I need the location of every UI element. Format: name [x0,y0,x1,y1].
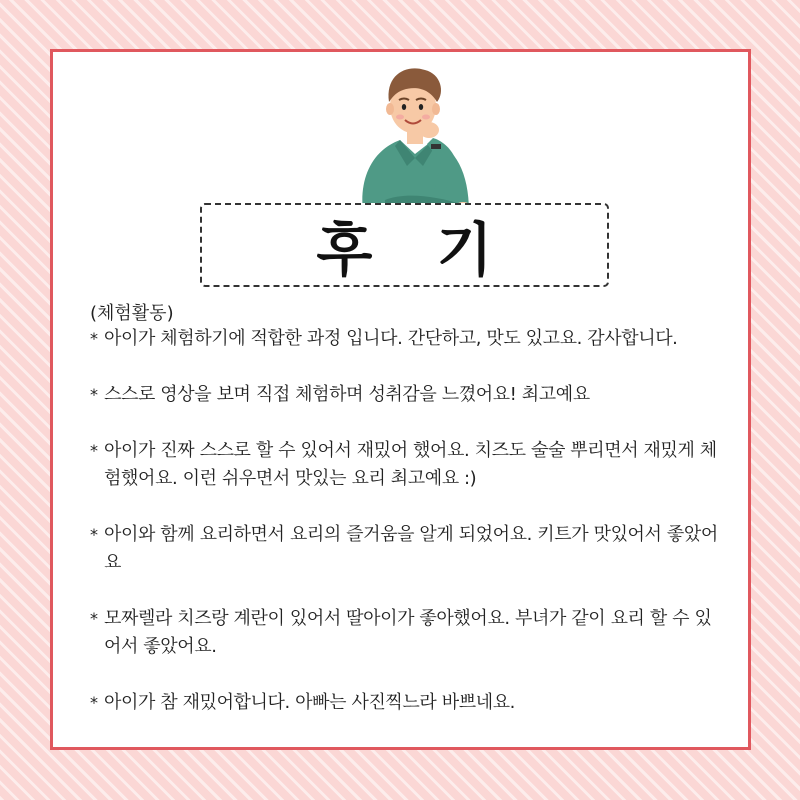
review-text: 아이가 참 재밌어합니다. 아빠는 사진찍느라 바쁘네요. [104,692,515,713]
review-text: 아이가 진짜 스스로 할 수 있어서 재밌어 했어요. 치즈도 술술 뿌리면서 재밌게 체험했어요. 이런 쉬우면서 맛있는 요리 최고예요 :) [104,440,717,489]
review-text: 아이와 함께 요리하면서 요리의 즐거움을 알게 되었어요. 키트가 맛있어서 좋았어요 [104,524,718,573]
list-item [90,437,720,493]
section-heading: (체험활동) [90,303,174,324]
bullet: * [90,329,98,348]
review-text: 아이가 체험하기에 적합한 과정 입니다. 간단하고, 맛도 있고요. 감사합니다. [104,328,678,349]
review-text: 스스로 영상을 보며 직접 체험하며 성취감을 느꼈어요! 최고예요 [104,384,590,405]
review-text: 모짜렐라 치즈랑 계란이 있어서 딸아이가 좋아했어요. 부녀가 같이 요리 할 수 있어서 좋았어요. [104,608,712,657]
bullet: * [90,609,98,628]
list-item [90,689,720,717]
review-card [50,49,751,750]
title-box [200,203,609,287]
bullet: * [90,693,98,712]
list-item [90,325,720,353]
list-item [90,381,720,409]
bullet: * [90,525,98,544]
man-leaning-on-hand-illustration [355,62,475,217]
bullet: * [90,441,98,460]
list-item [90,521,720,577]
list-item [90,605,720,661]
review-list [90,325,720,745]
page-title: 후 기 [316,216,515,284]
bullet: * [90,385,98,404]
